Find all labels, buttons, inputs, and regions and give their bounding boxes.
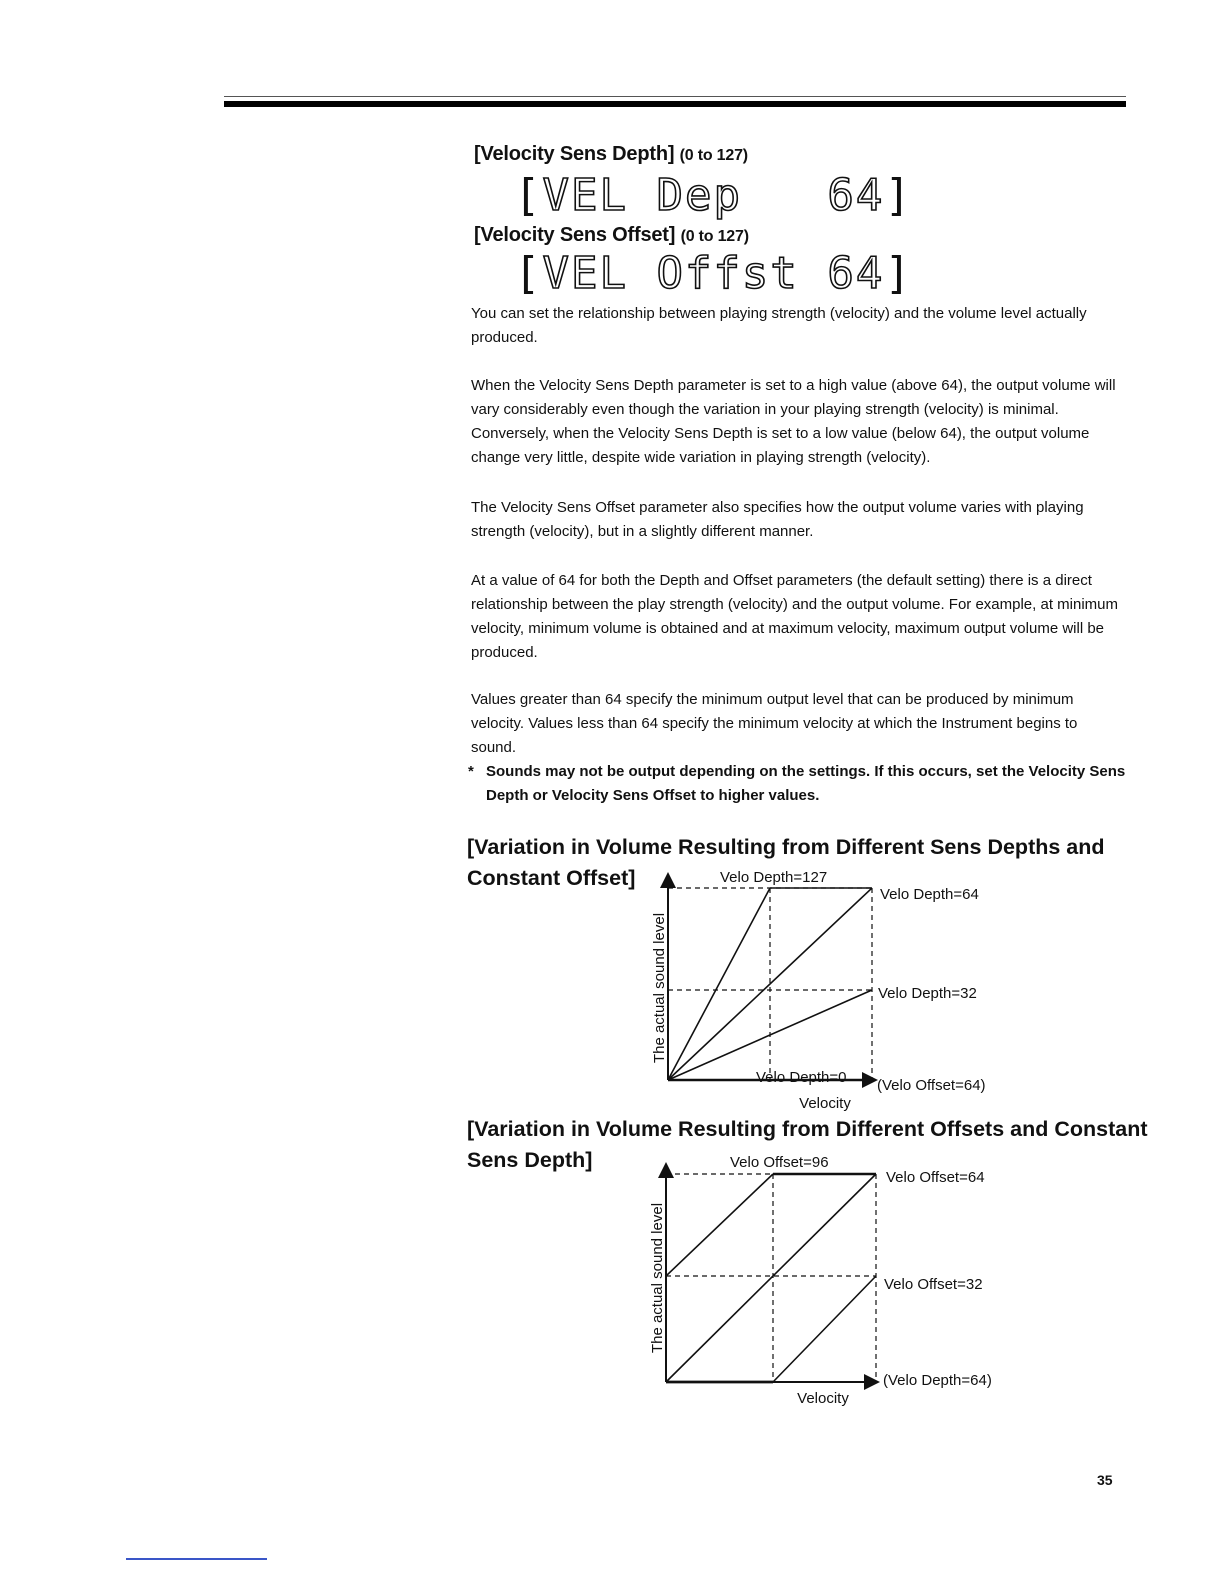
lcd-offset-open: [ [514, 248, 543, 299]
diagram2-x-label: Velocity [797, 1390, 849, 1407]
diagram1-line-depth127 [668, 888, 770, 1080]
diagram2-line-offset64 [666, 1174, 876, 1382]
diagram1-title-line2: Constant Offset] [467, 866, 636, 890]
diagram2-y-label: The actual sound level [649, 1202, 666, 1354]
paragraph-values: Values greater than 64 specify the minimum output level that can be produced by minimum velocity. Values less than 64 specify the minimum velocity at which the Instrument begins to sound. [471, 691, 1078, 756]
diagram1-y-label: The actual sound level [651, 912, 668, 1064]
note-text: Sounds may not be output depending on the settings. If this occurs, set the Velocity Sens Depth or Velocity Sens Offset to higher values. [486, 763, 1126, 804]
lcd-offset-value: 64 [827, 248, 885, 299]
lcd-offset-name: VEL Offst [542, 248, 799, 299]
diagram1-line-depth32 [668, 990, 872, 1080]
param-depth-title: [Velocity Sens Depth] [474, 143, 675, 165]
diagram1 [651, 869, 986, 1112]
diagram1-label-depth127: Velo Depth=127 [720, 869, 828, 886]
diagram2-label-offset64: Velo Offset=64 [886, 1169, 985, 1186]
diagram1-x-label: Velocity [799, 1095, 851, 1112]
param-depth-range: (0 to 127) [679, 147, 748, 164]
lcd-offset-close: ] [884, 248, 913, 299]
paragraph-depth: When the Velocity Sens Depth parameter is set to a high value (above 64), the output volume will vary considerably even though the variation in your playing strength (velocity) is minimal. Conversely, when the Velocity Sens Depth is set to a low value (below 64), the output volume change very little, despite wide variation in playing strength (velocity). [471, 377, 1116, 466]
footer-rule [126, 1558, 267, 1560]
param-offset-title: [Velocity Sens Offset] [474, 224, 676, 246]
diagram1-label-depth0: Velo Depth=0 [756, 1069, 847, 1086]
paragraph-intro: You can set the relationship between playing strength (velocity) and the volume level actually produced. [471, 305, 1087, 346]
note-bullet: * [468, 763, 474, 780]
diagram2-label-offset32: Velo Offset=32 [884, 1276, 983, 1293]
diagram1-title-line1: [Variation in Volume Resulting from Different Sens Depths and [467, 835, 1105, 859]
param-offset-range: (0 to 127) [680, 228, 749, 245]
diagram1-label-constant: (Velo Offset=64) [877, 1077, 986, 1094]
diagram2-line-offset96 [666, 1174, 773, 1276]
diagram2-title-line1: [Variation in Volume Resulting from Different Offsets and Constant [467, 1117, 1148, 1141]
lcd-depth-value: 64 [827, 170, 885, 221]
diagram2-label-constant: (Velo Depth=64) [883, 1372, 992, 1389]
diagram2 [649, 1154, 992, 1407]
diagram2-title-line2: Sens Depth] [467, 1148, 593, 1172]
lcd-depth-close: ] [884, 170, 913, 221]
lcd-depth-name: VEL Dep [542, 170, 742, 221]
diagram1-label-depth32: Velo Depth=32 [878, 985, 977, 1002]
lcd-depth-open: [ [514, 170, 543, 221]
diagram2-label-offset96: Velo Offset=96 [730, 1154, 829, 1171]
diagram1-label-depth64: Velo Depth=64 [880, 886, 979, 903]
diagram2-line-offset32 [773, 1276, 876, 1382]
paragraph-offset: The Velocity Sens Offset parameter also specifies how the output volume varies with playing strength (velocity), but in a slightly different manner. [471, 499, 1084, 540]
paragraph-default: At a value of 64 for both the Depth and Offset parameters (the default setting) there is a direct relationship between the play strength (velocity) and the output volume. For example, at minimum velocity, minimum volume is obtained and at maximum velocity, maximum output volume will be produced. [471, 572, 1118, 661]
page-number: 35 [1097, 1472, 1113, 1488]
